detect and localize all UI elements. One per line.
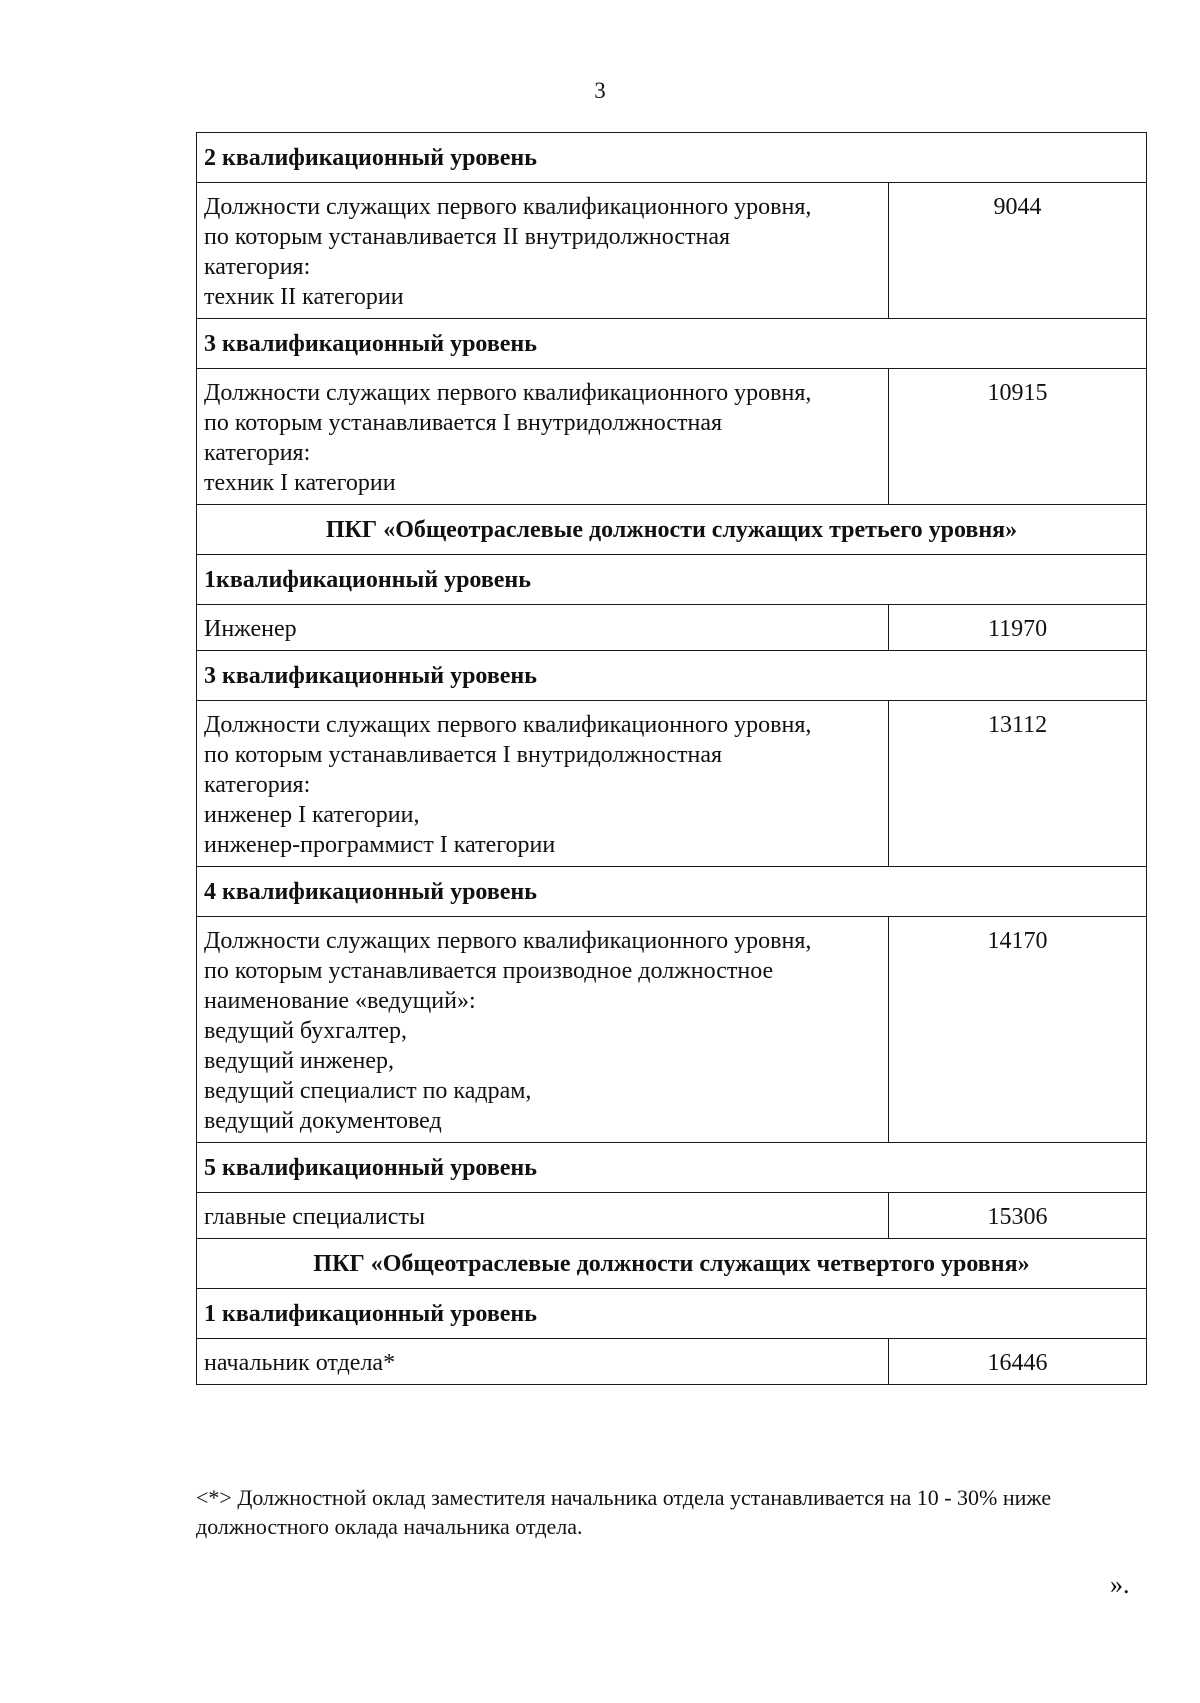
position-description <box>197 1193 889 1239</box>
position-description <box>197 605 889 651</box>
professional-group-title: ПКГ «Общеотраслевые должности служащих четвертого уровня» <box>197 1239 1147 1289</box>
position-description <box>197 917 889 1143</box>
qualification-level-row <box>197 651 1147 701</box>
footnote: <*> Должностной оклад заместителя начальника отдела устанавливается на 10 - 30% ниже должностного оклада начальника отдела. <box>196 1485 1052 1539</box>
qualification-level-title: 2 квалификационный уровень <box>197 133 1147 183</box>
position-description-line: категория: <box>204 772 311 798</box>
position-description-line: ведущий инженер, <box>204 1048 395 1074</box>
position-description-line: ведущий бухгалтер, <box>204 1018 408 1044</box>
position-description-line: категория: <box>204 254 311 280</box>
salary-table <box>196 132 1147 1385</box>
professional-group-title: ПКГ «Общеотраслевые должности служащих третьего уровня» <box>197 505 1147 555</box>
position-description-line: инженер-программист I категории <box>204 832 556 858</box>
qualification-level-row <box>197 319 1147 369</box>
position-row <box>197 1339 1147 1385</box>
qualification-level-title: 3 квалификационный уровень <box>197 651 1147 701</box>
position-description-line: инженер I категории, <box>204 802 420 828</box>
position-description-line: наименование «ведущий»: <box>204 988 476 1014</box>
salary-value: 10915 <box>889 369 1147 505</box>
qualification-level-title: 4 квалификационный уровень <box>197 867 1147 917</box>
qualification-level-title: 1квалификационный уровень <box>197 555 1147 605</box>
position-row <box>197 605 1147 651</box>
position-description-line: Должности служащих первого квалификационного уровня, <box>204 712 812 738</box>
professional-group-row <box>197 505 1147 555</box>
salary-value: 11970 <box>889 605 1147 651</box>
page-number: 3 <box>594 78 606 103</box>
position-description-line: техник I категории <box>204 470 396 496</box>
qualification-level-row <box>197 133 1147 183</box>
salary-value: 15306 <box>889 1193 1147 1239</box>
position-description-line: начальник отдела* <box>204 1350 396 1376</box>
salary-value: 9044 <box>889 183 1147 319</box>
position-row <box>197 183 1147 319</box>
position-description <box>197 1339 889 1385</box>
qualification-level-title: 5 квалификационный уровень <box>197 1143 1147 1193</box>
position-description-line: техник II категории <box>204 284 404 310</box>
qualification-level-row <box>197 1289 1147 1339</box>
position-description-line: Должности служащих первого квалификационного уровня, <box>204 194 812 220</box>
position-description-line: Должности служащих первого квалификационного уровня, <box>204 928 812 954</box>
qualification-level-title: 1 квалификационный уровень <box>197 1289 1147 1339</box>
position-row <box>197 917 1147 1143</box>
salary-table-body <box>197 133 1147 1385</box>
qualification-level-row <box>197 1143 1147 1193</box>
position-description <box>197 369 889 505</box>
salary-value: 13112 <box>889 701 1147 867</box>
qualification-level-row <box>197 867 1147 917</box>
position-description-line: главные специалисты <box>204 1204 425 1230</box>
position-description-line: ведущий документовед <box>204 1108 442 1134</box>
closing-quote-mark: ». <box>1110 1570 1130 1599</box>
position-description-line: ведущий специалист по кадрам, <box>204 1078 532 1104</box>
position-description-line: по которым устанавливается I внутридолжностная <box>204 410 723 436</box>
position-description-line: Инженер <box>204 616 297 642</box>
position-description-line: Должности служащих первого квалификационного уровня, <box>204 380 812 406</box>
qualification-level-row <box>197 555 1147 605</box>
position-row <box>197 701 1147 867</box>
salary-value: 14170 <box>889 917 1147 1143</box>
position-description-line: по которым устанавливается II внутридолжностная <box>204 224 731 250</box>
position-description-line: категория: <box>204 440 311 466</box>
position-row <box>197 1193 1147 1239</box>
position-description-line: по которым устанавливается производное должностное <box>204 958 774 984</box>
position-row <box>197 369 1147 505</box>
qualification-level-title: 3 квалификационный уровень <box>197 319 1147 369</box>
professional-group-row <box>197 1239 1147 1289</box>
position-description <box>197 183 889 319</box>
position-description <box>197 701 889 867</box>
salary-value: 16446 <box>889 1339 1147 1385</box>
position-description-line: по которым устанавливается I внутридолжностная <box>204 742 723 768</box>
